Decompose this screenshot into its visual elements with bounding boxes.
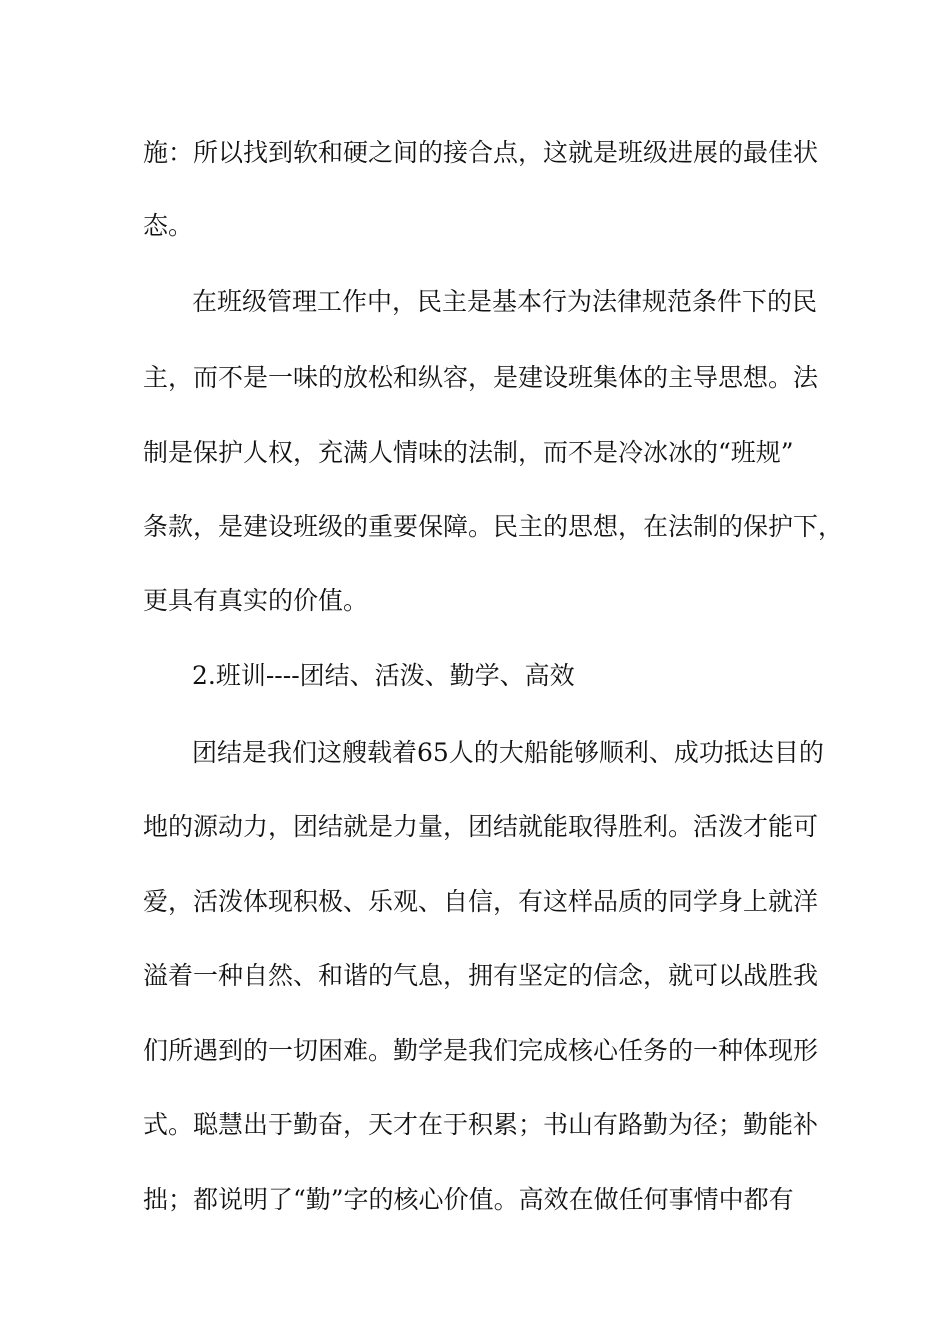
text-line-2: 态。 [143,211,194,240]
text-line-1: 施：所以找到软和硬之间的接合点，这就是班级进展的最佳状 [143,138,819,167]
text-line-14: 式。聪慧出于勤奋，天才在于积累；书山有路勤为径；勤能补 [143,1110,819,1139]
paragraph-start-line: 在班级管理工作中，民主是基本行为法律规范条件下的民 [192,287,818,316]
section-heading: 2.班训----团结、活泼、勤学、高效 [192,661,575,690]
text-line-4: 主，而不是一味的放松和纵容，是建设班集体的主导思想。法 [143,363,819,392]
text-line-15: 拙；都说明了“勤”字的核心价值。高效在做任何事情中都有 [143,1185,794,1214]
text-line-12: 溢着一种自然、和谐的气息，拥有坚定的信念，就可以战胜我 [143,961,819,990]
text-line-7: 更具有真实的价值。 [143,586,369,615]
paragraph-start-line: 团结是我们这艘载着65人的大船能够顺利、成功抵达目的 [192,738,824,767]
text-line-10: 地的源动力，团结就是力量，团结就能取得胜利。活泼才能可 [143,812,819,841]
text-line-6: 条款，是建设班级的重要保障。民主的思想，在法制的保护下， [143,512,844,541]
text-line-11: 爱，活泼体现积极、乐观、自信，有这样品质的同学身上就洋 [143,887,819,916]
text-line-5: 制是保护人权，充满人情味的法制，而不是冷冰冰的“班规” [143,438,794,467]
text-line-13: 们所遇到的一切困难。勤学是我们完成核心任务的一种体现形 [143,1036,819,1065]
